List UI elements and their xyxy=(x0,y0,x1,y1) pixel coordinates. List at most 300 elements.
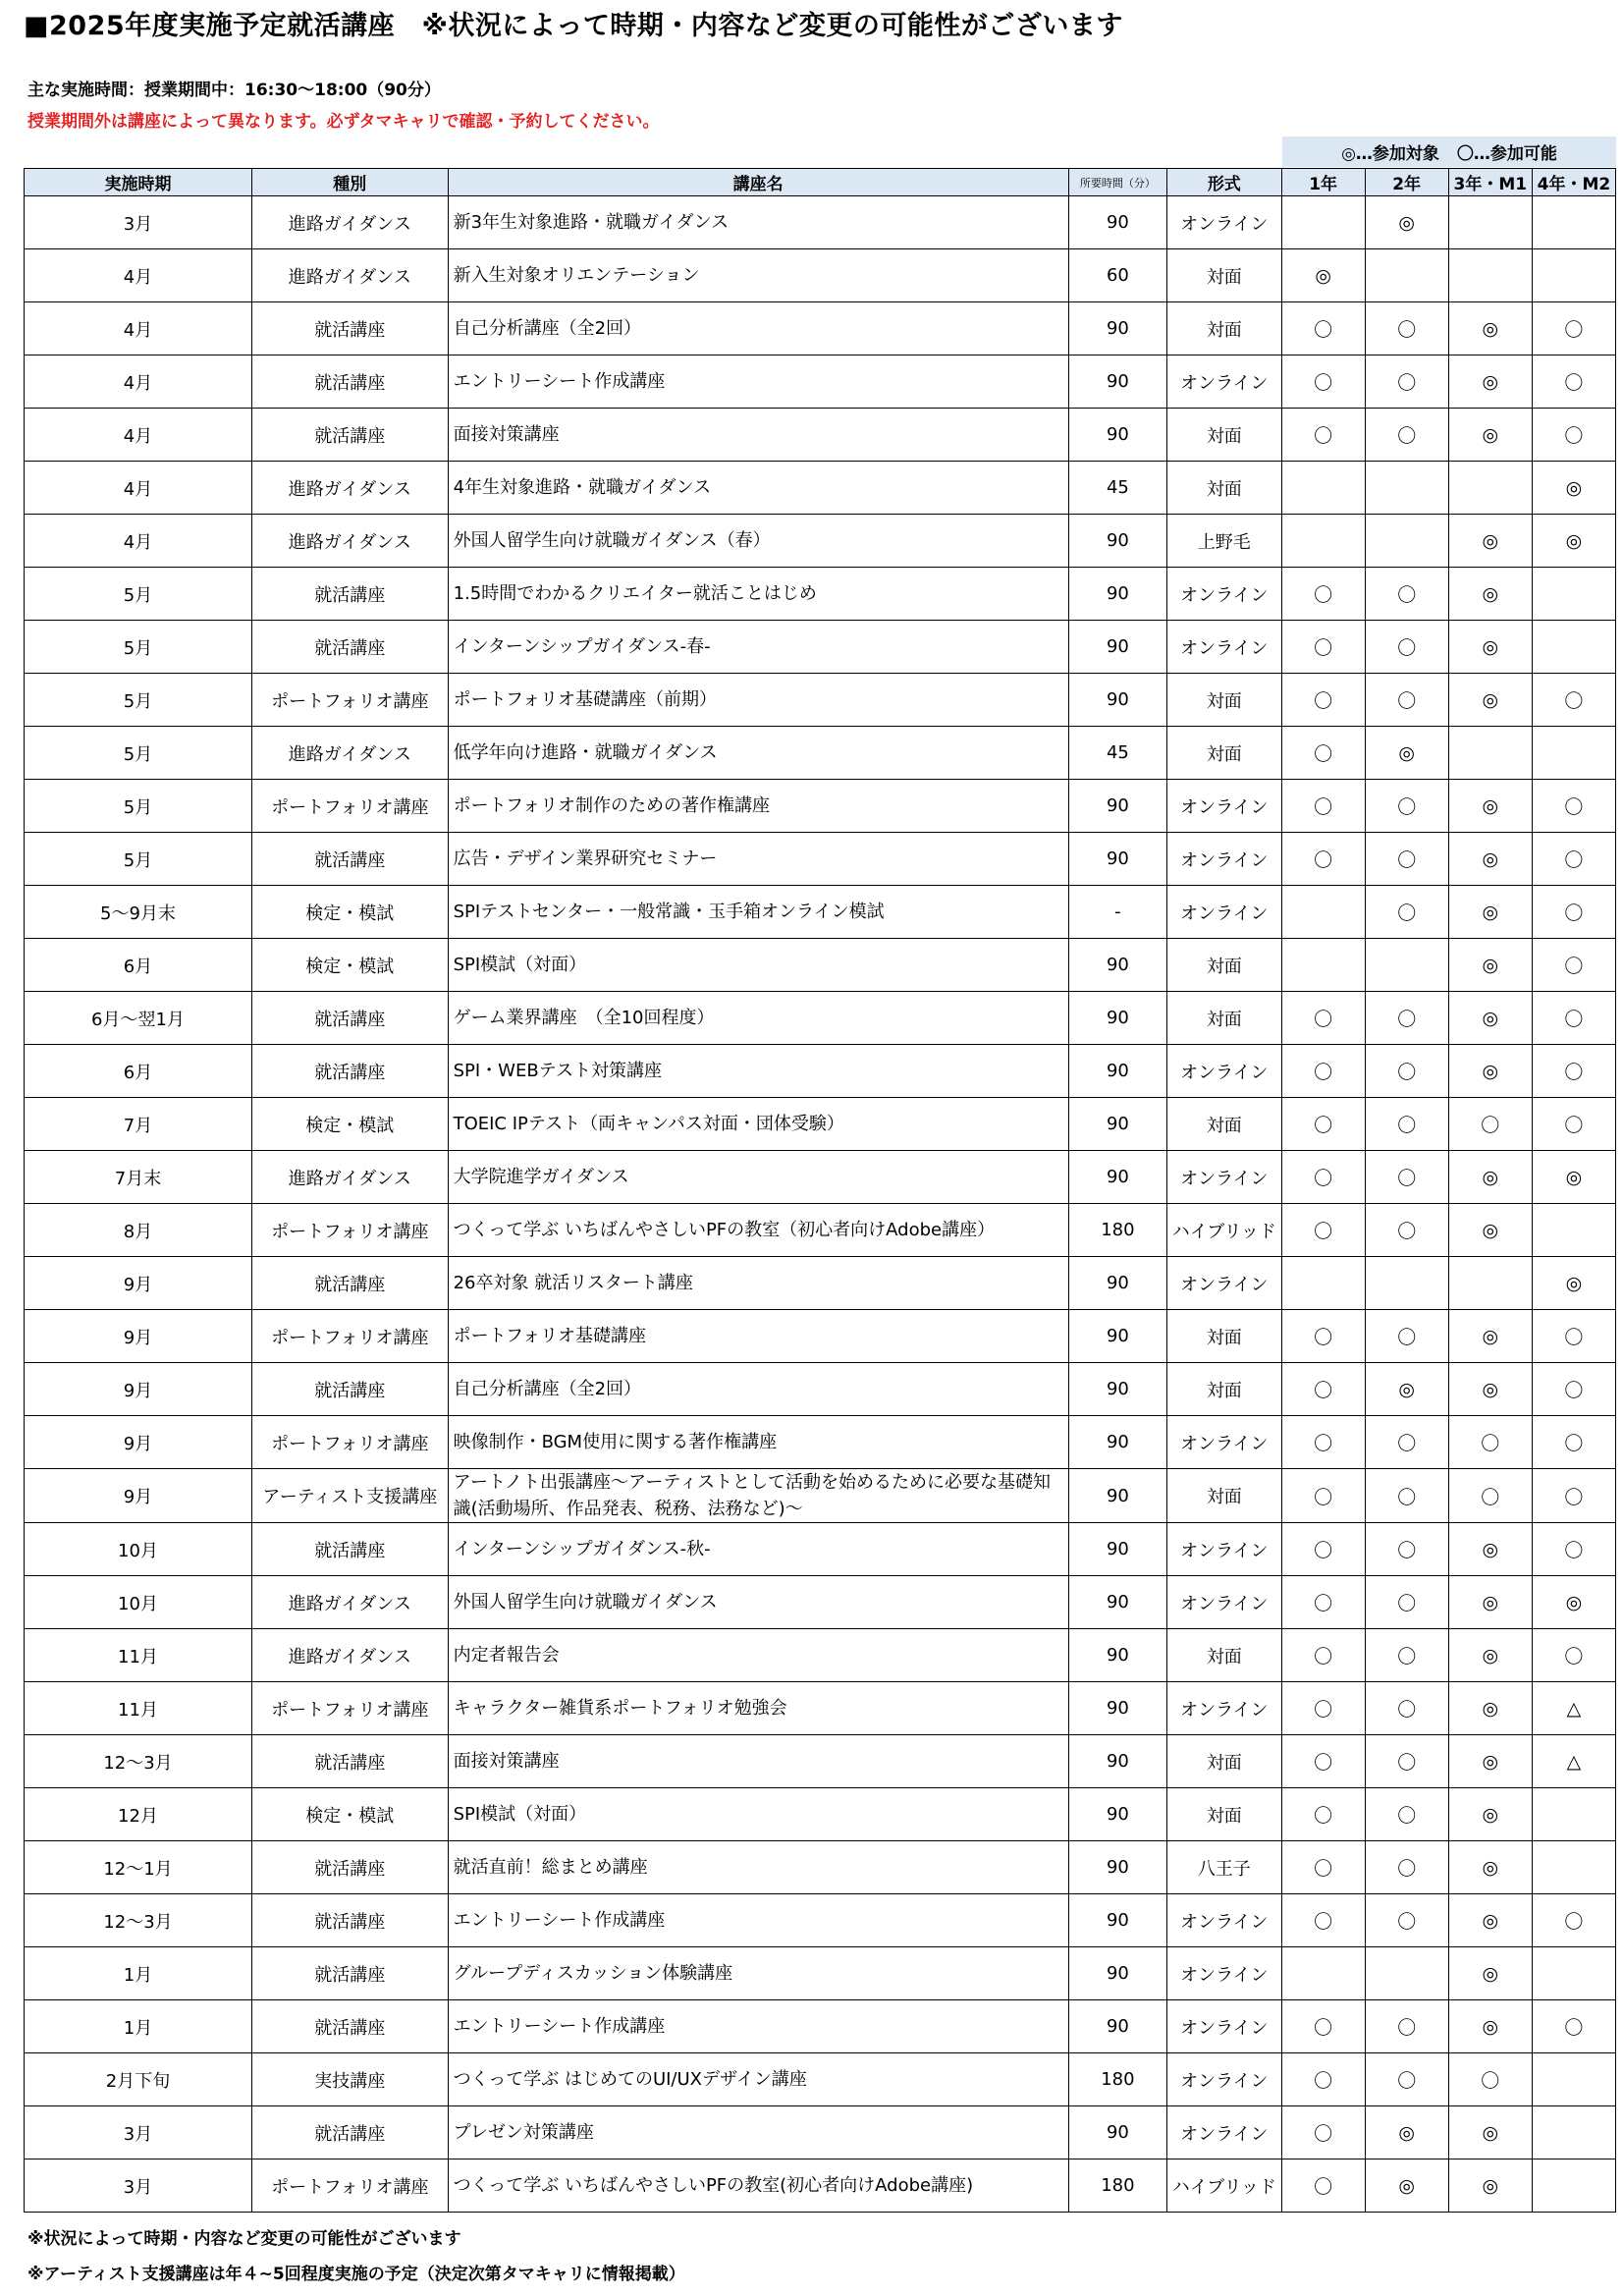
cell-year3: ◎ xyxy=(1448,1045,1532,1098)
cell-year4 xyxy=(1532,249,1615,302)
cell-year1 xyxy=(1281,196,1365,249)
cell-period: 5月 xyxy=(25,674,252,727)
cell-year3: ◎ xyxy=(1448,1310,1532,1363)
table-row xyxy=(25,674,1616,727)
cell-year3 xyxy=(1448,1257,1532,1310)
cell-period: 2月下旬 xyxy=(25,2053,252,2106)
cell-name: 外国人留学生向け就職ガイダンス xyxy=(448,1576,1068,1629)
cell-minutes: 90 xyxy=(1068,1576,1166,1629)
cell-minutes: 45 xyxy=(1068,727,1166,780)
cell-name: 大学院進学ガイダンス xyxy=(448,1151,1068,1204)
cell-year4 xyxy=(1532,1947,1615,2000)
cell-name: 面接対策講座 xyxy=(448,409,1068,462)
legend-available: 〇…参加可能 xyxy=(1456,144,1557,164)
cell-name: ポートフォリオ基礎講座（前期） xyxy=(448,674,1068,727)
cell-year3: ◎ xyxy=(1448,833,1532,886)
cell-year3: ◎ xyxy=(1448,1788,1532,1841)
cell-year2: 〇 xyxy=(1365,886,1448,939)
col-year2: 2年 xyxy=(1365,169,1448,196)
cell-period: 8月 xyxy=(25,1204,252,1257)
col-name: 講座名 xyxy=(448,169,1068,196)
cell-type: ポートフォリオ講座 xyxy=(252,1204,449,1257)
cell-year2: 〇 xyxy=(1365,1523,1448,1576)
cell-year1: 〇 xyxy=(1281,727,1365,780)
cell-period: 6月～翌1月 xyxy=(25,992,252,1045)
cell-year3 xyxy=(1448,727,1532,780)
table-row xyxy=(25,1045,1616,1098)
cell-year3: ◎ xyxy=(1448,1576,1532,1629)
cell-format: 対面 xyxy=(1167,462,1282,515)
cell-minutes: 90 xyxy=(1068,355,1166,409)
cell-year2: 〇 xyxy=(1365,1416,1448,1469)
table-row xyxy=(25,302,1616,355)
cell-type: 進路ガイダンス xyxy=(252,1629,449,1682)
cell-format: 上野毛 xyxy=(1167,515,1282,568)
cell-minutes: 60 xyxy=(1068,249,1166,302)
cell-year1: 〇 xyxy=(1281,1310,1365,1363)
cell-minutes: 90 xyxy=(1068,833,1166,886)
cell-format: オンライン xyxy=(1167,780,1282,833)
cell-period: 9月 xyxy=(25,1416,252,1469)
cell-name: SPI模試（対面） xyxy=(448,1788,1068,1841)
cell-type: ポートフォリオ講座 xyxy=(252,1310,449,1363)
cell-year1: 〇 xyxy=(1281,1469,1365,1523)
cell-type: 実技講座 xyxy=(252,2053,449,2106)
table-row xyxy=(25,568,1616,621)
cell-name: インターンシップガイダンス-秋- xyxy=(448,1523,1068,1576)
cell-year4: ◎ xyxy=(1532,1576,1615,1629)
table-row xyxy=(25,1947,1616,2000)
cell-year4 xyxy=(1532,2159,1615,2213)
cell-minutes: 180 xyxy=(1068,2159,1166,2213)
cell-year2: 〇 xyxy=(1365,1310,1448,1363)
cell-year4: 〇 xyxy=(1532,886,1615,939)
cell-year2: 〇 xyxy=(1365,1735,1448,1788)
cell-name: 4年生対象進路・就職ガイダンス xyxy=(448,462,1068,515)
cell-type: 就活講座 xyxy=(252,833,449,886)
cell-period: 3月 xyxy=(25,196,252,249)
table-row xyxy=(25,1416,1616,1469)
cell-period: 9月 xyxy=(25,1310,252,1363)
cell-year3: ◎ xyxy=(1448,515,1532,568)
cell-period: 4月 xyxy=(25,355,252,409)
col-period: 実施時期 xyxy=(25,169,252,196)
schedule-table xyxy=(24,168,1616,2213)
cell-year4: 〇 xyxy=(1532,780,1615,833)
cell-format: オンライン xyxy=(1167,1257,1282,1310)
cell-year4: ◎ xyxy=(1532,515,1615,568)
cell-type: ポートフォリオ講座 xyxy=(252,1416,449,1469)
cell-period: 11月 xyxy=(25,1629,252,1682)
cell-name: 広告・デザイン業界研究セミナー xyxy=(448,833,1068,886)
cell-period: 7月 xyxy=(25,1098,252,1151)
cell-name: エントリーシート作成講座 xyxy=(448,2000,1068,2053)
cell-minutes: 90 xyxy=(1068,1151,1166,1204)
cell-period: 7月末 xyxy=(25,1151,252,1204)
cell-year1: 〇 xyxy=(1281,568,1365,621)
cell-year4: 〇 xyxy=(1532,992,1615,1045)
table-row xyxy=(25,621,1616,674)
cell-type: 就活講座 xyxy=(252,1735,449,1788)
cell-year1: 〇 xyxy=(1281,2053,1365,2106)
cell-format: オンライン xyxy=(1167,1576,1282,1629)
cell-year4: ◎ xyxy=(1532,462,1615,515)
schedule-body xyxy=(25,196,1616,2213)
cell-name: 映像制作・BGM使用に関する著作権講座 xyxy=(448,1416,1068,1469)
cell-type: 検定・模試 xyxy=(252,1788,449,1841)
cell-minutes: 180 xyxy=(1068,1204,1166,1257)
cell-name: 自己分析講座（全2回） xyxy=(448,302,1068,355)
cell-period: 12月 xyxy=(25,1788,252,1841)
cell-year4: ◎ xyxy=(1532,1257,1615,1310)
col-type: 種別 xyxy=(252,169,449,196)
cell-format: 対面 xyxy=(1167,674,1282,727)
table-row xyxy=(25,1363,1616,1416)
cell-name: キャラクター雑貨系ポートフォリオ勉強会 xyxy=(448,1682,1068,1735)
cell-year3: ◎ xyxy=(1448,2000,1532,2053)
cell-year4: 〇 xyxy=(1532,833,1615,886)
cell-format: 対面 xyxy=(1167,1469,1282,1523)
cell-year2: 〇 xyxy=(1365,568,1448,621)
cell-format: 対面 xyxy=(1167,1735,1282,1788)
cell-year1: 〇 xyxy=(1281,1841,1365,1894)
table-row xyxy=(25,1735,1616,1788)
cell-period: 3月 xyxy=(25,2106,252,2159)
cell-format: オンライン xyxy=(1167,1416,1282,1469)
cell-year3: ◎ xyxy=(1448,780,1532,833)
cell-year1: 〇 xyxy=(1281,355,1365,409)
cell-year3: 〇 xyxy=(1448,1416,1532,1469)
cell-type: 検定・模試 xyxy=(252,1098,449,1151)
cell-year3: ◎ xyxy=(1448,674,1532,727)
cell-year4 xyxy=(1532,2053,1615,2106)
table-row xyxy=(25,515,1616,568)
cell-period: 12～3月 xyxy=(25,1894,252,1947)
cell-minutes: 90 xyxy=(1068,674,1166,727)
cell-year1: 〇 xyxy=(1281,1204,1365,1257)
cell-year1: 〇 xyxy=(1281,2106,1365,2159)
cell-year4 xyxy=(1532,727,1615,780)
cell-period: 12～3月 xyxy=(25,1735,252,1788)
cell-minutes: 90 xyxy=(1068,1469,1166,1523)
cell-format: オンライン xyxy=(1167,2000,1282,2053)
cell-format: 対面 xyxy=(1167,1629,1282,1682)
cell-year4: 〇 xyxy=(1532,674,1615,727)
cell-period: 5月 xyxy=(25,780,252,833)
cell-year1: 〇 xyxy=(1281,1894,1365,1947)
cell-type: ポートフォリオ講座 xyxy=(252,780,449,833)
cell-name: エントリーシート作成講座 xyxy=(448,1894,1068,1947)
cell-minutes: 45 xyxy=(1068,462,1166,515)
cell-name: TOEIC IPテスト（両キャンパス対面・団体受験） xyxy=(448,1098,1068,1151)
cell-name: 低学年向け進路・就職ガイダンス xyxy=(448,727,1068,780)
cell-year2: 〇 xyxy=(1365,1682,1448,1735)
cell-year4 xyxy=(1532,568,1615,621)
cell-year1: 〇 xyxy=(1281,780,1365,833)
cell-year1: 〇 xyxy=(1281,1523,1365,1576)
cell-name: SPI模試（対面） xyxy=(448,939,1068,992)
cell-period: 4月 xyxy=(25,409,252,462)
cell-period: 5～9月末 xyxy=(25,886,252,939)
cell-format: オンライン xyxy=(1167,355,1282,409)
cell-year1 xyxy=(1281,1947,1365,2000)
cell-year3 xyxy=(1448,249,1532,302)
cell-type: 進路ガイダンス xyxy=(252,1151,449,1204)
table-row xyxy=(25,1204,1616,1257)
cell-period: 5月 xyxy=(25,833,252,886)
cell-period: 5月 xyxy=(25,621,252,674)
cell-year4: 〇 xyxy=(1532,355,1615,409)
cell-year2: 〇 xyxy=(1365,355,1448,409)
table-row xyxy=(25,1682,1616,1735)
cell-format: ハイブリッド xyxy=(1167,1204,1282,1257)
cell-year4: 〇 xyxy=(1532,1363,1615,1416)
table-row xyxy=(25,1576,1616,1629)
cell-year1: 〇 xyxy=(1281,1098,1365,1151)
cell-name: 新3年生対象進路・就職ガイダンス xyxy=(448,196,1068,249)
cell-period: 9月 xyxy=(25,1363,252,1416)
cell-year4 xyxy=(1532,621,1615,674)
cell-year3 xyxy=(1448,462,1532,515)
cell-year1: 〇 xyxy=(1281,833,1365,886)
cell-year4: 〇 xyxy=(1532,2000,1615,2053)
cell-period: 4月 xyxy=(25,462,252,515)
cell-name: アートノト出張講座～アーティストとして活動を始めるために必要な基礎知識(活動場所、作品発表、税務、法務など)～ xyxy=(448,1469,1068,1523)
cell-year3: ◎ xyxy=(1448,355,1532,409)
note-change: ※状況によって時期・内容など変更の可能性がございます xyxy=(27,2229,461,2249)
cell-minutes: 90 xyxy=(1068,2000,1166,2053)
cell-year2: 〇 xyxy=(1365,1576,1448,1629)
cell-year3: 〇 xyxy=(1448,1098,1532,1151)
cell-type: 就活講座 xyxy=(252,355,449,409)
table-row xyxy=(25,1788,1616,1841)
cell-period: 3月 xyxy=(25,2159,252,2213)
cell-format: オンライン xyxy=(1167,1947,1282,2000)
cell-year3: ◎ xyxy=(1448,1523,1532,1576)
cell-year2: 〇 xyxy=(1365,2000,1448,2053)
cell-name: つくって学ぶ いちばんやさしいPFの教室（初心者向けAdobe講座） xyxy=(448,1204,1068,1257)
cell-type: 就活講座 xyxy=(252,1523,449,1576)
cell-name: 自己分析講座（全2回） xyxy=(448,1363,1068,1416)
table-row xyxy=(25,355,1616,409)
cell-year2: 〇 xyxy=(1365,2053,1448,2106)
cell-format: 対面 xyxy=(1167,1310,1282,1363)
cell-type: 就活講座 xyxy=(252,2106,449,2159)
cell-name: SPIテストセンター・一般常識・玉手箱オンライン模試 xyxy=(448,886,1068,939)
cell-format: 対面 xyxy=(1167,992,1282,1045)
cell-name: 26卒対象 就活リスタート講座 xyxy=(448,1257,1068,1310)
cell-name: 内定者報告会 xyxy=(448,1629,1068,1682)
table-row xyxy=(25,2000,1616,2053)
cell-year3: ◎ xyxy=(1448,302,1532,355)
cell-year4: 〇 xyxy=(1532,1045,1615,1098)
cell-year1: 〇 xyxy=(1281,1682,1365,1735)
cell-type: 検定・模試 xyxy=(252,886,449,939)
cell-year2: 〇 xyxy=(1365,1469,1448,1523)
table-row xyxy=(25,886,1616,939)
cell-year2: ◎ xyxy=(1365,196,1448,249)
cell-year3: ◎ xyxy=(1448,1682,1532,1735)
cell-period: 1月 xyxy=(25,2000,252,2053)
table-row xyxy=(25,2159,1616,2213)
table-row xyxy=(25,1469,1616,1523)
cell-type: 就活講座 xyxy=(252,992,449,1045)
cell-format: 対面 xyxy=(1167,249,1282,302)
cell-year2: 〇 xyxy=(1365,1788,1448,1841)
cell-year1: 〇 xyxy=(1281,2159,1365,2213)
cell-year2: 〇 xyxy=(1365,409,1448,462)
cell-name: つくって学ぶ いちばんやさしいPFの教室(初心者向けAdobe講座) xyxy=(448,2159,1068,2213)
cell-year2: 〇 xyxy=(1365,992,1448,1045)
table-row xyxy=(25,1629,1616,1682)
cell-year1 xyxy=(1281,515,1365,568)
cell-year3: ◎ xyxy=(1448,2159,1532,2213)
cell-year1: 〇 xyxy=(1281,674,1365,727)
cell-format: 八王子 xyxy=(1167,1841,1282,1894)
cell-minutes: 90 xyxy=(1068,1841,1166,1894)
table-row xyxy=(25,462,1616,515)
cell-minutes: 90 xyxy=(1068,515,1166,568)
cell-name: SPI・WEBテスト対策講座 xyxy=(448,1045,1068,1098)
table-row xyxy=(25,1310,1616,1363)
cell-minutes: 90 xyxy=(1068,2106,1166,2159)
cell-year1: 〇 xyxy=(1281,409,1365,462)
cell-format: 対面 xyxy=(1167,409,1282,462)
cell-year3: ◎ xyxy=(1448,1894,1532,1947)
cell-year3: ◎ xyxy=(1448,568,1532,621)
cell-period: 6月 xyxy=(25,1045,252,1098)
cell-year2: 〇 xyxy=(1365,302,1448,355)
cell-year2: 〇 xyxy=(1365,780,1448,833)
cell-year3: ◎ xyxy=(1448,1363,1532,1416)
cell-name: インターンシップガイダンス-春- xyxy=(448,621,1068,674)
cell-format: 対面 xyxy=(1167,302,1282,355)
cell-format: オンライン xyxy=(1167,568,1282,621)
cell-format: 対面 xyxy=(1167,1363,1282,1416)
cell-year4: 〇 xyxy=(1532,1310,1615,1363)
cell-year1: 〇 xyxy=(1281,1788,1365,1841)
cell-minutes: 180 xyxy=(1068,2053,1166,2106)
cell-format: オンライン xyxy=(1167,833,1282,886)
time-note: 主な実施時間：授業期間中：16:30～18:00（90分） xyxy=(27,81,441,100)
cell-period: 5月 xyxy=(25,727,252,780)
cell-name: ポートフォリオ基礎講座 xyxy=(448,1310,1068,1363)
cell-minutes: 90 xyxy=(1068,568,1166,621)
cell-year3: 〇 xyxy=(1448,1469,1532,1523)
legend-target: ◎…参加対象 xyxy=(1341,144,1439,164)
cell-year1: 〇 xyxy=(1281,621,1365,674)
cell-period: 4月 xyxy=(25,302,252,355)
table-row xyxy=(25,1257,1616,1310)
cell-year2: ◎ xyxy=(1365,1363,1448,1416)
cell-year1: 〇 xyxy=(1281,1735,1365,1788)
cell-year3: ◎ xyxy=(1448,1841,1532,1894)
cell-type: ポートフォリオ講座 xyxy=(252,1682,449,1735)
cell-year2: ◎ xyxy=(1365,2159,1448,2213)
cell-minutes: 90 xyxy=(1068,780,1166,833)
cell-year1: ◎ xyxy=(1281,249,1365,302)
cell-type: ポートフォリオ講座 xyxy=(252,674,449,727)
cell-type: 進路ガイダンス xyxy=(252,196,449,249)
cell-type: 就活講座 xyxy=(252,621,449,674)
cell-format: オンライン xyxy=(1167,2053,1282,2106)
cell-type: 就活講座 xyxy=(252,1257,449,1310)
cell-format: ハイブリッド xyxy=(1167,2159,1282,2213)
cell-name: 面接対策講座 xyxy=(448,1735,1068,1788)
cell-minutes: - xyxy=(1068,886,1166,939)
cell-year2: 〇 xyxy=(1365,1841,1448,1894)
cell-year4 xyxy=(1532,1204,1615,1257)
cell-year1: 〇 xyxy=(1281,1045,1365,1098)
cell-format: 対面 xyxy=(1167,1098,1282,1151)
cell-year4 xyxy=(1532,2106,1615,2159)
table-row xyxy=(25,249,1616,302)
cell-minutes: 90 xyxy=(1068,196,1166,249)
cell-minutes: 90 xyxy=(1068,409,1166,462)
cell-year4: △ xyxy=(1532,1682,1615,1735)
col-format: 形式 xyxy=(1167,169,1282,196)
cell-type: 就活講座 xyxy=(252,1045,449,1098)
cell-period: 12～1月 xyxy=(25,1841,252,1894)
cell-name: 就活直前！総まとめ講座 xyxy=(448,1841,1068,1894)
cell-type: 進路ガイダンス xyxy=(252,249,449,302)
cell-name: 外国人留学生向け就職ガイダンス（春） xyxy=(448,515,1068,568)
col-year3: 3年・M1 xyxy=(1448,169,1532,196)
cell-year2: 〇 xyxy=(1365,1151,1448,1204)
cell-type: 就活講座 xyxy=(252,568,449,621)
cell-year3: 〇 xyxy=(1448,2053,1532,2106)
cell-year2: ◎ xyxy=(1365,2106,1448,2159)
table-row xyxy=(25,939,1616,992)
cell-year3: ◎ xyxy=(1448,409,1532,462)
cell-year3: ◎ xyxy=(1448,1629,1532,1682)
cell-period: 1月 xyxy=(25,1947,252,2000)
cell-year4: ◎ xyxy=(1532,1151,1615,1204)
cell-year1: 〇 xyxy=(1281,302,1365,355)
table-row xyxy=(25,1841,1616,1894)
warning-note: 授業期間外は講座によって異なります。必ずタマキャリで確認・予約してください。 xyxy=(27,112,660,132)
cell-minutes: 90 xyxy=(1068,1788,1166,1841)
cell-year1: 〇 xyxy=(1281,1576,1365,1629)
cell-type: 就活講座 xyxy=(252,1894,449,1947)
table-row xyxy=(25,2053,1616,2106)
cell-name: プレゼン対策講座 xyxy=(448,2106,1068,2159)
cell-year4 xyxy=(1532,1788,1615,1841)
cell-year4: 〇 xyxy=(1532,1894,1615,1947)
cell-year1: 〇 xyxy=(1281,2000,1365,2053)
cell-year4 xyxy=(1532,196,1615,249)
cell-year3: ◎ xyxy=(1448,939,1532,992)
cell-minutes: 90 xyxy=(1068,939,1166,992)
cell-minutes: 90 xyxy=(1068,1045,1166,1098)
cell-period: 10月 xyxy=(25,1576,252,1629)
header-row xyxy=(25,169,1616,196)
cell-type: 就活講座 xyxy=(252,409,449,462)
cell-type: 進路ガイダンス xyxy=(252,462,449,515)
col-minutes: 所要時間（分） xyxy=(1068,169,1166,196)
cell-period: 4月 xyxy=(25,249,252,302)
cell-type: 就活講座 xyxy=(252,2000,449,2053)
cell-format: オンライン xyxy=(1167,1045,1282,1098)
note-artist: ※アーティスト支援講座は年４~5回程度実施の予定（決定次第タマキャリに情報掲載） xyxy=(27,2265,685,2284)
cell-period: 4月 xyxy=(25,515,252,568)
cell-year2 xyxy=(1365,249,1448,302)
cell-type: 進路ガイダンス xyxy=(252,1576,449,1629)
cell-year2: 〇 xyxy=(1365,1045,1448,1098)
cell-type: アーティスト支援講座 xyxy=(252,1469,449,1523)
cell-name: グループディスカッション体験講座 xyxy=(448,1947,1068,2000)
cell-name: 新入生対象オリエンテーション xyxy=(448,249,1068,302)
